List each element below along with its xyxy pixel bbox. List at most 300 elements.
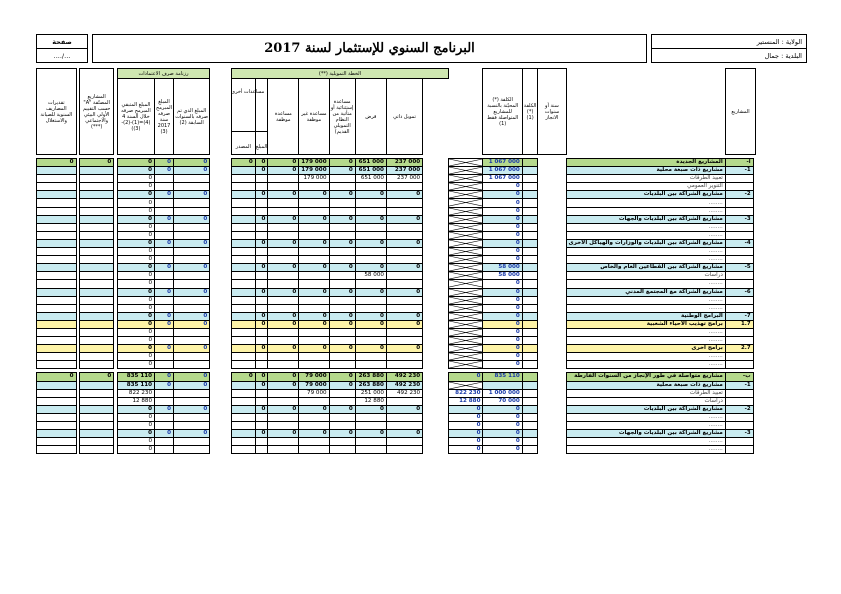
years-cell xyxy=(522,256,538,264)
project-code xyxy=(725,337,753,345)
projects-a-cell xyxy=(80,199,114,207)
self-finance-cell: 0 xyxy=(386,288,422,296)
table-row xyxy=(37,280,841,288)
allocated-aid-cell xyxy=(268,248,299,256)
unallocated-aid-cell: 0 xyxy=(299,320,329,328)
page-label: صفحة xyxy=(52,38,72,46)
project-code: 2- xyxy=(725,405,753,413)
project-code xyxy=(725,207,753,215)
years-cell xyxy=(522,312,538,320)
project-code xyxy=(725,361,753,369)
unallocated-aid-cell: 0 xyxy=(299,288,329,296)
table-row xyxy=(37,191,841,199)
table-row xyxy=(37,405,841,413)
remaining-cell: 0 xyxy=(117,353,154,361)
project-label: مشاريع الشراكة بين البلديات xyxy=(566,405,725,413)
source-cell xyxy=(231,422,255,430)
table-row xyxy=(37,345,841,353)
planned-2017-cell xyxy=(155,231,174,239)
maintenance-cell xyxy=(37,389,77,397)
years-cell xyxy=(522,288,538,296)
unallocated-aid-cell xyxy=(299,397,329,405)
unallocated-aid-cell xyxy=(299,304,329,312)
exceptional-aid-cell xyxy=(329,231,355,239)
loan-cell: 0 xyxy=(355,191,386,199)
source-cell xyxy=(231,405,255,413)
project-code xyxy=(725,446,753,454)
projects-a-cell xyxy=(80,345,114,353)
loan-cell xyxy=(355,328,386,336)
years-cell xyxy=(522,223,538,231)
source-cell xyxy=(231,272,255,280)
projects-a-cell xyxy=(80,256,114,264)
years-cell xyxy=(522,413,538,421)
exceptional-aid-cell xyxy=(329,337,355,345)
loan-cell: 651 000 xyxy=(355,167,386,175)
allocated-aid-cell: 0 xyxy=(268,320,299,328)
projects-a-cell xyxy=(80,288,114,296)
table-row xyxy=(37,296,841,304)
cost-updated-cell xyxy=(448,296,483,304)
maintenance-cell xyxy=(37,361,77,369)
spent-before-cell: 0 xyxy=(174,405,210,413)
project-code xyxy=(725,328,753,336)
col-unallocated-aid: مساعدة غير موظفة xyxy=(299,79,329,155)
projects-a-cell xyxy=(80,296,114,304)
projects-a-cell xyxy=(80,361,114,369)
spent-before-cell: 0 xyxy=(174,264,210,272)
loan-cell: 0 xyxy=(355,239,386,247)
allocated-aid-cell xyxy=(268,296,299,304)
remaining-cell: 0 xyxy=(117,167,154,175)
source-cell xyxy=(231,256,255,264)
years-cell xyxy=(522,446,538,454)
col-source: المصدر xyxy=(231,79,255,155)
allocated-aid-cell xyxy=(268,183,299,191)
project-code: 4- xyxy=(725,239,753,247)
spent-before-cell xyxy=(174,397,210,405)
years-cell xyxy=(522,175,538,183)
projects-a-cell: 0 xyxy=(80,159,114,167)
self-finance-cell xyxy=(386,272,422,280)
project-label: ........ xyxy=(566,256,725,264)
years-cell xyxy=(522,272,538,280)
years-cell xyxy=(522,159,538,167)
project-label: برامج أخرى xyxy=(566,345,725,353)
unallocated-aid-cell xyxy=(299,438,329,446)
unallocated-aid-cell xyxy=(299,199,329,207)
cost-updated-cell xyxy=(448,280,483,288)
maintenance-cell xyxy=(37,256,77,264)
amount-cell xyxy=(255,328,268,336)
planned-2017-cell xyxy=(155,438,174,446)
projects-a-cell xyxy=(80,438,114,446)
col-projects: المشاريع xyxy=(725,69,755,155)
maintenance-cell xyxy=(37,199,77,207)
project-label: مشاريع الشراكة بين البلديات والوزارات والهياكل الأخرى xyxy=(566,239,725,247)
cost-cell: 70 000 xyxy=(483,397,522,405)
table-row xyxy=(37,353,841,361)
amount-cell: 0 xyxy=(255,288,268,296)
allocated-aid-cell xyxy=(268,397,299,405)
project-code: 1- xyxy=(725,381,753,389)
amount-cell xyxy=(255,296,268,304)
spent-before-cell: 0 xyxy=(174,215,210,223)
cost-updated-cell: 12 880 xyxy=(448,397,483,405)
projects-a-cell xyxy=(80,337,114,345)
project-label: ........ xyxy=(566,337,725,345)
source-cell xyxy=(231,320,255,328)
cost-updated-cell: 822 230 xyxy=(448,389,483,397)
unallocated-aid-cell: 79 000 xyxy=(299,389,329,397)
col-years: سنة أو سنوات الانجاز xyxy=(538,69,566,155)
loan-cell: 263 880 xyxy=(355,381,386,389)
spent-before-cell xyxy=(174,199,210,207)
project-code xyxy=(725,304,753,312)
allocated-aid-cell xyxy=(268,438,299,446)
amount-cell: 0 xyxy=(255,373,268,381)
planned-2017-cell: 0 xyxy=(155,381,174,389)
self-finance-cell: 0 xyxy=(386,312,422,320)
remaining-cell: 0 xyxy=(117,337,154,345)
table-row xyxy=(37,304,841,312)
remaining-cell: 835 110 xyxy=(117,373,154,381)
loan-cell: 0 xyxy=(355,345,386,353)
self-finance-cell xyxy=(386,256,422,264)
loan-cell: 0 xyxy=(355,430,386,438)
source-cell xyxy=(231,430,255,438)
loan-cell xyxy=(355,446,386,454)
project-code: 3- xyxy=(725,430,753,438)
cost-cell: 0 xyxy=(483,191,522,199)
remaining-cell: 0 xyxy=(117,288,154,296)
amount-cell xyxy=(255,183,268,191)
years-cell xyxy=(522,215,538,223)
amount-cell xyxy=(255,389,268,397)
cost-updated-cell xyxy=(448,191,483,199)
projects-a-cell xyxy=(80,280,114,288)
loan-cell: 0 xyxy=(355,320,386,328)
maintenance-cell xyxy=(37,280,77,288)
years-cell xyxy=(522,280,538,288)
maintenance-cell xyxy=(37,239,77,247)
planned-2017-cell: 0 xyxy=(155,159,174,167)
table-row xyxy=(37,183,841,191)
source-cell xyxy=(231,183,255,191)
cost-updated-cell xyxy=(448,312,483,320)
page-title: البرنامج السنوي للإستثمار لسنة 2017 xyxy=(92,34,647,63)
spent-before-cell: 0 xyxy=(174,167,210,175)
amount-cell xyxy=(255,353,268,361)
unallocated-aid-cell xyxy=(299,422,329,430)
spent-before-cell xyxy=(174,207,210,215)
remaining-cell: 0 xyxy=(117,312,154,320)
planned-2017-cell: 0 xyxy=(155,345,174,353)
projects-a-cell xyxy=(80,320,114,328)
exceptional-aid-cell xyxy=(329,296,355,304)
exceptional-aid-cell xyxy=(329,256,355,264)
exceptional-aid-cell: 0 xyxy=(329,320,355,328)
table-row xyxy=(37,446,841,454)
source-cell xyxy=(231,288,255,296)
project-code xyxy=(725,175,753,183)
source-cell xyxy=(231,328,255,336)
exceptional-aid-cell xyxy=(329,353,355,361)
years-cell xyxy=(522,231,538,239)
source-cell xyxy=(231,167,255,175)
cost-updated-cell: 0 xyxy=(448,430,483,438)
allocated-aid-cell xyxy=(268,199,299,207)
planned-2017-cell: 0 xyxy=(155,215,174,223)
loan-cell: 12 880 xyxy=(355,397,386,405)
exceptional-aid-cell: 0 xyxy=(329,264,355,272)
spent-before-cell xyxy=(174,389,210,397)
years-cell xyxy=(522,207,538,215)
amount-cell: 0 xyxy=(255,381,268,389)
cost-updated-cell xyxy=(448,256,483,264)
loan-cell: 263 880 xyxy=(355,373,386,381)
amount-cell xyxy=(255,361,268,369)
planned-2017-cell: 0 xyxy=(155,167,174,175)
amount-cell xyxy=(255,248,268,256)
unallocated-aid-cell xyxy=(299,223,329,231)
amount-cell: 0 xyxy=(255,191,268,199)
cost-cell: 0 xyxy=(483,353,522,361)
exceptional-aid-cell: 0 xyxy=(329,312,355,320)
cost-cell: 1 067 000 xyxy=(483,175,522,183)
planned-2017-cell xyxy=(155,175,174,183)
exceptional-aid-cell xyxy=(329,207,355,215)
allocated-aid-cell: 0 xyxy=(268,264,299,272)
spent-before-cell: 0 xyxy=(174,159,210,167)
project-label: ........ xyxy=(566,422,725,430)
project-label: مشاريع ذات صبغة محلية xyxy=(566,167,725,175)
unallocated-aid-cell xyxy=(299,337,329,345)
remaining-cell: 0 xyxy=(117,272,154,280)
years-cell xyxy=(522,430,538,438)
col-projects-a: المشاريع المصنّفة "A" حسب التقييم الأولي البيئي والاجتماعي (***) xyxy=(80,69,114,155)
planned-2017-cell xyxy=(155,296,174,304)
table-row xyxy=(37,381,841,389)
amount-cell: 0 xyxy=(255,264,268,272)
project-label: برامج تهذيب الأحياء الشعبية xyxy=(566,320,725,328)
loan-cell xyxy=(355,438,386,446)
remaining-cell: 0 xyxy=(117,264,154,272)
cost-updated-cell: 0 xyxy=(448,438,483,446)
unallocated-aid-cell: 0 xyxy=(299,312,329,320)
spent-before-cell: 0 xyxy=(174,288,210,296)
project-code: 2- xyxy=(725,191,753,199)
maintenance-cell xyxy=(37,413,77,421)
allocated-aid-cell: 0 xyxy=(268,312,299,320)
group-schedule: رزنامة صرف الاعتمادات xyxy=(117,69,210,79)
years-cell xyxy=(522,361,538,369)
remaining-cell: 0 xyxy=(117,239,154,247)
self-finance-cell xyxy=(386,248,422,256)
allocated-aid-cell xyxy=(268,175,299,183)
unallocated-aid-cell: 0 xyxy=(299,264,329,272)
source-cell xyxy=(231,207,255,215)
planned-2017-cell xyxy=(155,256,174,264)
project-code: أ- xyxy=(725,159,753,167)
planned-2017-cell: 0 xyxy=(155,264,174,272)
table-row xyxy=(37,199,841,207)
col-maintenance: تقديرات المصاريف السنوية للصيانة والاستغلال xyxy=(37,69,77,155)
loan-cell xyxy=(355,296,386,304)
allocated-aid-cell xyxy=(268,256,299,264)
loan-cell: 251 000 xyxy=(355,389,386,397)
self-finance-cell: 237 000 xyxy=(386,175,422,183)
remaining-cell: 0 xyxy=(117,413,154,421)
project-label: ........ xyxy=(566,353,725,361)
unallocated-aid-cell: 179 000 xyxy=(299,159,329,167)
maintenance-cell xyxy=(37,272,77,280)
unallocated-aid-cell xyxy=(299,256,329,264)
projects-a-cell xyxy=(80,328,114,336)
unallocated-aid-cell: 0 xyxy=(299,345,329,353)
project-code: ب- xyxy=(725,373,753,381)
project-code: 5- xyxy=(725,264,753,272)
col-remaining: المبلغ المتبقي المبرمج صرفه خلال السنة 4 (4)=(1)-(2)-(3)) xyxy=(117,79,154,155)
remaining-cell: 0 xyxy=(117,345,154,353)
table-row xyxy=(37,413,841,421)
years-cell xyxy=(522,328,538,336)
unallocated-aid-cell: 79 000 xyxy=(299,373,329,381)
years-cell xyxy=(522,191,538,199)
years-cell xyxy=(522,264,538,272)
amount-cell: 0 xyxy=(255,312,268,320)
cost-cell: 0 xyxy=(483,248,522,256)
self-finance-cell xyxy=(386,199,422,207)
col-exceptional-aid: مساعدة إستثنائية أو متأتية من النظام التمويلي القديم) xyxy=(329,79,355,155)
table-row xyxy=(37,373,841,381)
maintenance-cell xyxy=(37,264,77,272)
project-label: دراسات xyxy=(566,272,725,280)
amount-cell xyxy=(255,397,268,405)
remaining-cell: 0 xyxy=(117,175,154,183)
years-cell xyxy=(522,397,538,405)
exceptional-aid-cell xyxy=(329,397,355,405)
allocated-aid-cell: 0 xyxy=(268,430,299,438)
self-finance-cell: 0 xyxy=(386,239,422,247)
amount-cell: 0 xyxy=(255,430,268,438)
spent-before-cell xyxy=(174,231,210,239)
cost-cell: 0 xyxy=(483,239,522,247)
cost-cell: 0 xyxy=(483,231,522,239)
projects-a-cell xyxy=(80,239,114,247)
project-code xyxy=(725,389,753,397)
project-label: التنوير العمومي xyxy=(566,183,725,191)
source-cell xyxy=(231,381,255,389)
projects-a-cell xyxy=(80,223,114,231)
source-cell xyxy=(231,304,255,312)
unallocated-aid-cell xyxy=(299,272,329,280)
project-code xyxy=(725,413,753,421)
spent-before-cell xyxy=(174,223,210,231)
project-code: 1- xyxy=(725,167,753,175)
source-cell xyxy=(231,397,255,405)
maintenance-cell xyxy=(37,381,77,389)
projects-a-cell xyxy=(80,264,114,272)
unallocated-aid-cell: 79 000 xyxy=(299,381,329,389)
remaining-cell: 0 xyxy=(117,183,154,191)
maintenance-cell xyxy=(37,288,77,296)
spent-before-cell xyxy=(174,304,210,312)
remaining-cell: 12 880 xyxy=(117,397,154,405)
col-planned-2017: المبلغ المبرمج صرفه سنة 2017 (3) xyxy=(155,79,174,155)
project-code xyxy=(725,223,753,231)
cost-cell: 0 xyxy=(483,345,522,353)
project-label: ........ xyxy=(566,304,725,312)
projects-a-cell xyxy=(80,312,114,320)
maintenance-cell xyxy=(37,223,77,231)
source-cell xyxy=(231,446,255,454)
project-label: ........ xyxy=(566,207,725,215)
project-code xyxy=(725,296,753,304)
self-finance-cell: 237 000 xyxy=(386,167,422,175)
self-finance-cell: 0 xyxy=(386,320,422,328)
project-label: مشاريع الشراكة بين القطاعين العام والخاص xyxy=(566,264,725,272)
exceptional-aid-cell xyxy=(329,361,355,369)
cost-cell: 58 000 xyxy=(483,272,522,280)
maintenance-cell xyxy=(37,296,77,304)
exceptional-aid-cell xyxy=(329,422,355,430)
loan-cell xyxy=(355,256,386,264)
loan-cell: 0 xyxy=(355,405,386,413)
exceptional-aid-cell: 0 xyxy=(329,159,355,167)
exceptional-aid-cell xyxy=(329,438,355,446)
cost-cell: 0 xyxy=(483,223,522,231)
spent-before-cell xyxy=(174,422,210,430)
planned-2017-cell: 0 xyxy=(155,320,174,328)
projects-a-cell xyxy=(80,272,114,280)
projects-a-cell xyxy=(80,191,114,199)
allocated-aid-cell xyxy=(268,231,299,239)
self-finance-cell: 0 xyxy=(386,215,422,223)
exceptional-aid-cell xyxy=(329,413,355,421)
remaining-cell: 0 xyxy=(117,320,154,328)
page-number-box xyxy=(36,34,88,63)
exceptional-aid-cell: 0 xyxy=(329,430,355,438)
projects-a-cell xyxy=(80,389,114,397)
source-cell xyxy=(231,223,255,231)
allocated-aid-cell xyxy=(268,389,299,397)
maintenance-cell xyxy=(37,446,77,454)
self-finance-cell xyxy=(386,438,422,446)
self-finance-cell xyxy=(386,446,422,454)
planned-2017-cell xyxy=(155,248,174,256)
loan-cell: 0 xyxy=(355,288,386,296)
loan-cell: 58 000 xyxy=(355,272,386,280)
amount-cell xyxy=(255,256,268,264)
planned-2017-cell: 0 xyxy=(155,239,174,247)
projects-a-cell xyxy=(80,430,114,438)
table-row xyxy=(37,256,841,264)
allocated-aid-cell xyxy=(268,413,299,421)
project-code xyxy=(725,256,753,264)
source-cell xyxy=(231,345,255,353)
maintenance-cell xyxy=(37,312,77,320)
table-row xyxy=(37,430,841,438)
loan-cell xyxy=(355,248,386,256)
cost-cell: 0 xyxy=(483,405,522,413)
amount-cell: 0 xyxy=(255,167,268,175)
remaining-cell: 0 xyxy=(117,430,154,438)
loan-cell: 0 xyxy=(355,312,386,320)
spent-before-cell xyxy=(174,256,210,264)
amount-cell xyxy=(255,304,268,312)
remaining-cell: 0 xyxy=(117,446,154,454)
